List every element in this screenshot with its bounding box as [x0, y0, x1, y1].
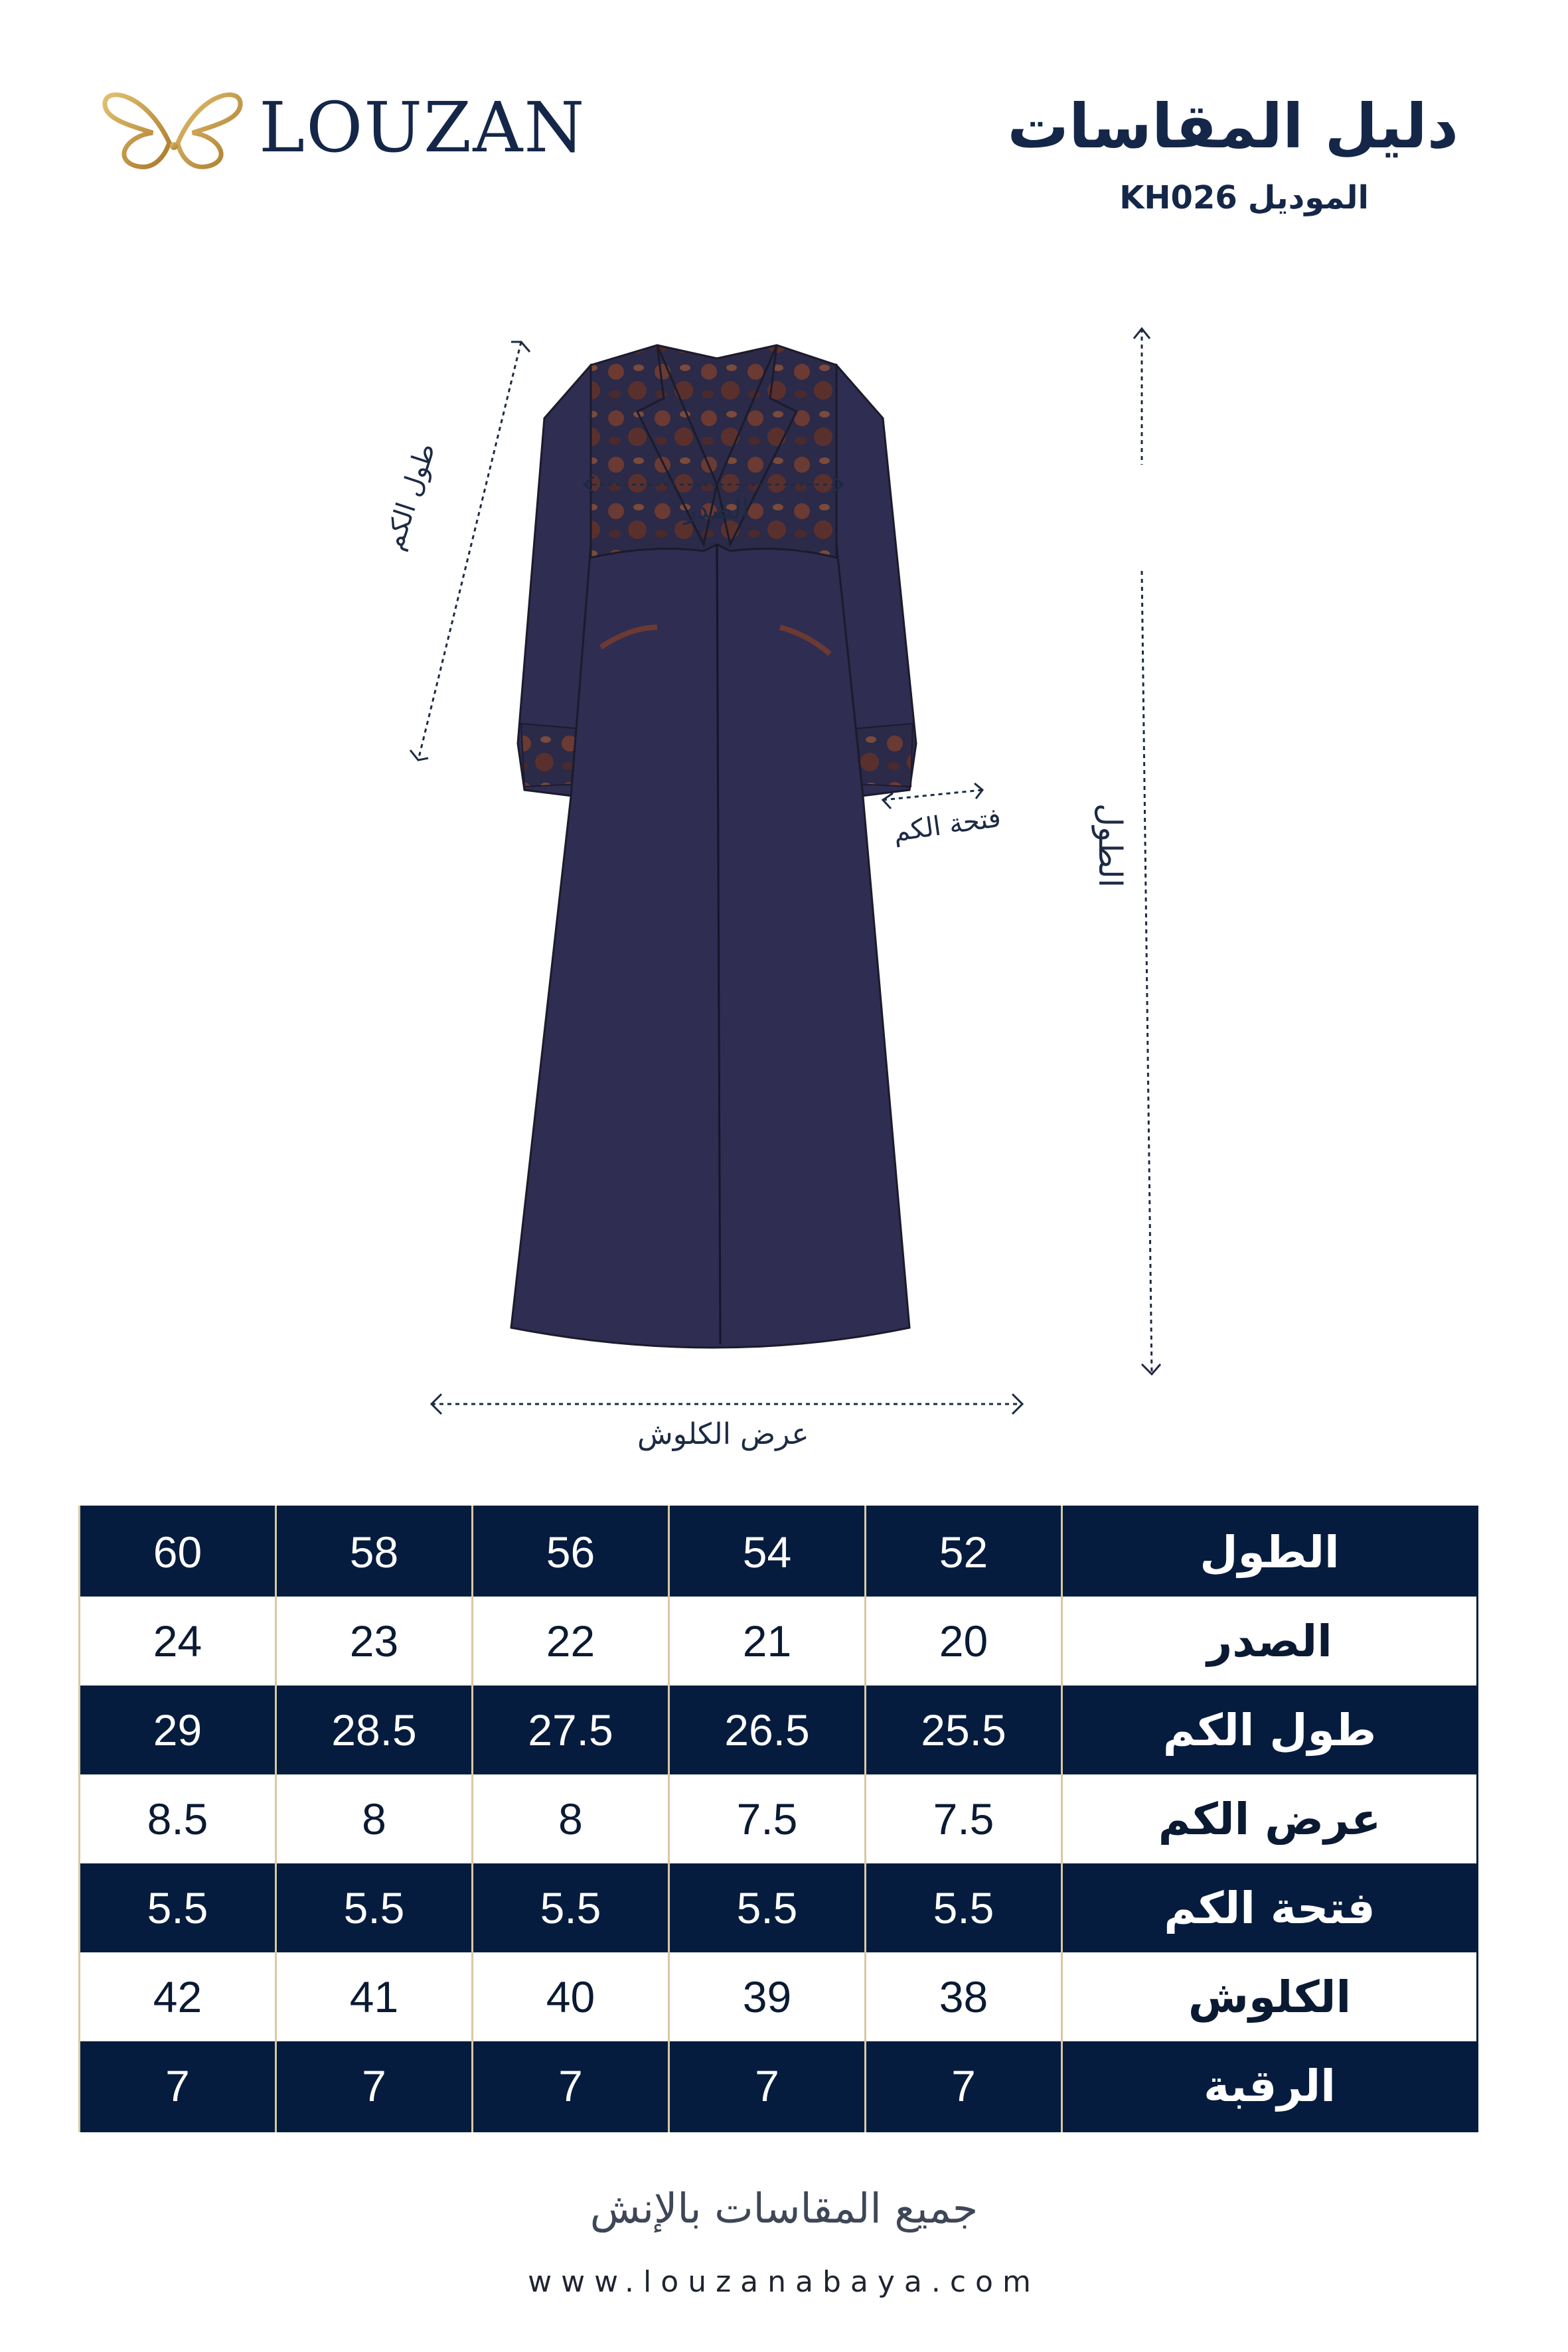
model-info	[1119, 179, 1369, 216]
table-cell: 8	[276, 1774, 473, 1863]
length-label: الطول	[1091, 803, 1129, 888]
table-row	[80, 1863, 1478, 1952]
dress-illustration	[0, 266, 1568, 1460]
table-row	[80, 1952, 1478, 2041]
table-cell: 29	[80, 1686, 276, 1774]
row-label: الصدر	[1062, 1597, 1478, 1686]
table-cell: 52	[866, 1507, 1062, 1597]
table-cell: 5.5	[669, 1863, 866, 1952]
table-cell: 7.5	[866, 1774, 1062, 1863]
table-cell: 42	[80, 1952, 276, 2041]
table-cell: 23	[276, 1597, 473, 1686]
table-cell: 38	[866, 1952, 1062, 2041]
table-cell: 20	[866, 1597, 1062, 1686]
table-cell: 21	[669, 1597, 866, 1686]
table-cell: 8	[473, 1774, 669, 1863]
table-row	[80, 1597, 1478, 1686]
table-cell: 7	[669, 2041, 866, 2132]
table-cell: 27.5	[473, 1686, 669, 1774]
brand-logo	[100, 80, 586, 179]
row-label: عرض الكم	[1062, 1774, 1478, 1863]
row-label: الرقبة	[1062, 2041, 1478, 2132]
website-link[interactable]: www.louzanabaya.com	[528, 2265, 1040, 2299]
brand-name: LOUZAN	[259, 87, 586, 168]
table-cell: 7	[473, 2041, 669, 2132]
table-cell: 41	[276, 1952, 473, 2041]
row-label: طول الكم	[1062, 1686, 1478, 1774]
model-label: الموديل	[1247, 179, 1369, 216]
table-cell: 56	[473, 1507, 669, 1597]
table-cell: 25.5	[866, 1686, 1062, 1774]
table-cell: 7	[276, 2041, 473, 2132]
row-label: الكلوش	[1062, 1952, 1478, 2041]
table-row	[80, 1686, 1478, 1774]
table-cell: 5.5	[276, 1863, 473, 1952]
row-label: الطول	[1062, 1507, 1478, 1597]
butterfly-icon	[100, 80, 246, 179]
table-cell: 58	[276, 1507, 473, 1597]
table-cell: 24	[80, 1597, 276, 1686]
model-code: KH026	[1119, 179, 1237, 216]
table-cell: 26.5	[669, 1686, 866, 1774]
size-table	[78, 1506, 1478, 2132]
table-cell: 54	[669, 1507, 866, 1597]
table-cell: 7	[80, 2041, 276, 2132]
table-cell: 7.5	[669, 1774, 866, 1863]
table-cell: 7	[866, 2041, 1062, 2132]
table-cell: 5.5	[473, 1863, 669, 1952]
sleeve-opening-label: فتحة الكم	[891, 802, 1003, 848]
hem-width-label: عرض الكلوش	[637, 1417, 809, 1451]
table-cell: 60	[80, 1507, 276, 1597]
table-cell: 28.5	[276, 1686, 473, 1774]
table-row	[80, 2041, 1478, 2132]
table-cell: 39	[669, 1952, 866, 2041]
table-cell: 5.5	[866, 1863, 1062, 1952]
table-cell: 5.5	[80, 1863, 276, 1952]
row-label: فتحة الكم	[1062, 1863, 1478, 1952]
chest-label: الصدر	[684, 495, 749, 525]
sleeve-length-label: طول الكم	[378, 439, 442, 554]
table-cell: 22	[473, 1597, 669, 1686]
units-note: جميع المقاسات بالإنش	[589, 2184, 979, 2233]
table-cell: 40	[473, 1952, 669, 2041]
table-cell: 8.5	[80, 1774, 276, 1863]
page-title: دليل المقاسات	[1007, 91, 1458, 162]
table-row	[80, 1774, 1478, 1863]
table-row	[80, 1507, 1478, 1597]
dress-drawing	[0, 266, 1568, 1460]
